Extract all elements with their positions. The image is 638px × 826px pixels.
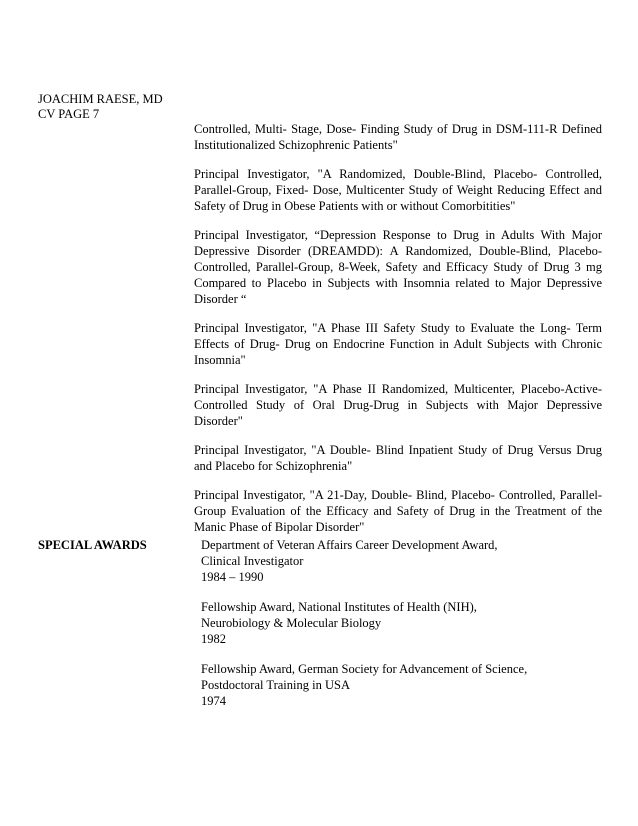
award-years: 1982 — [201, 632, 226, 646]
award-years: 1984 – 1990 — [201, 570, 264, 584]
page-label: CV PAGE 7 — [38, 107, 100, 121]
study-entry: Principal Investigator, “Depression Response to Drug in Adults With Major Depressive Disorder (DREAMDD): A Randomized, Double-Blind, Placebo-Controlled, Parallel-Group, 8-Week, Safety and Efficacy Study of Drug 3 mg Compared to Placebo in Subjects with Insomnia related to Major Depressive Disorder “ — [194, 228, 602, 306]
study-entry: Principal Investigator, "A Phase III Safety Study to Evaluate the Long- Term Effects of Drug- Drug on Endocrine Function in Adult Subjects with Chronic Insomnia" — [194, 321, 602, 367]
study-entry: Principal Investigator, "A Double- Blind Inpatient Study of Drug Versus Drug and Placebo for Schizophrenia" — [194, 443, 602, 473]
award-title: Fellowship Award, National Institutes of Health (NIH), — [201, 600, 477, 614]
award-title: Department of Veteran Affairs Career Development Award, — [201, 538, 498, 552]
research-studies-list — [194, 121, 602, 548]
section-heading-special-awards: SPECIAL AWARDS — [38, 538, 147, 552]
award-detail: Clinical Investigator — [201, 554, 304, 568]
author-name: JOACHIM RAESE, MD — [38, 92, 163, 106]
awards-list — [201, 537, 601, 723]
award-detail: Postdoctoral Training in USA — [201, 678, 350, 692]
page-header — [38, 92, 163, 122]
award-years: 1974 — [201, 694, 226, 708]
award-entry — [201, 599, 601, 647]
award-entry — [201, 661, 601, 709]
study-entry: Controlled, Multi- Stage, Dose- Finding Study of Drug in DSM-111-R Defined Institutionalized Schizophrenic Patients" — [194, 122, 602, 152]
award-entry — [201, 537, 601, 585]
study-entry: Principal Investigator, "A Phase II Randomized, Multicenter, Placebo-Active-Controlled Study of Oral Drug-Drug in Subjects with Major Depressive Disorder" — [194, 382, 602, 428]
award-detail: Neurobiology & Molecular Biology — [201, 616, 382, 630]
award-title: Fellowship Award, German Society for Advancement of Science, — [201, 662, 528, 676]
study-entry: Principal Investigator, "A 21-Day, Double- Blind, Placebo- Controlled, Parallel-Group Evaluation of the Efficacy and Safety of Drug in the Treatment of the Manic Phase of Bipolar Disorder" — [194, 488, 602, 534]
study-entry: Principal Investigator, "A Randomized, Double-Blind, Placebo- Controlled, Parallel-Group, Fixed- Dose, Multicenter Study of Weight Reducing Effect and Safety of Drug in Obese Patients with or without Comorbitities" — [194, 167, 602, 213]
